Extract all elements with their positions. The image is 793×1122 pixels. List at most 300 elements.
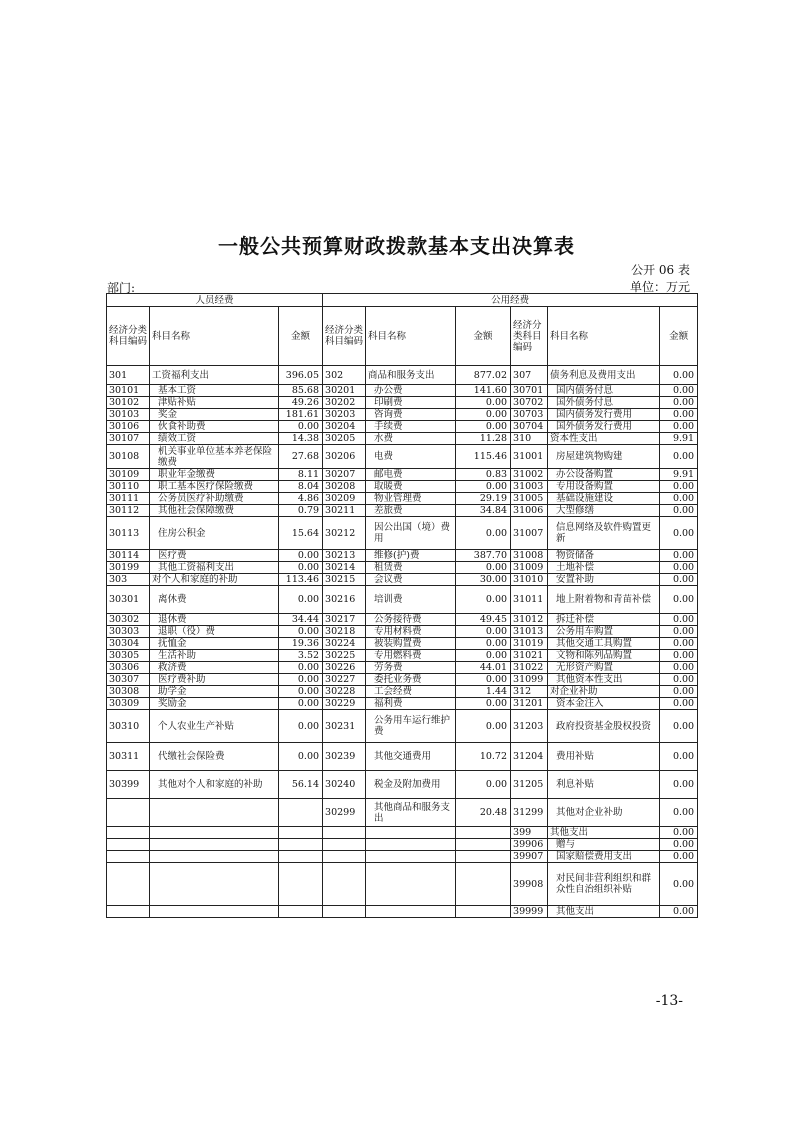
name-cell: 伙食补助费 bbox=[150, 421, 279, 433]
name-cell: 国内债务付息 bbox=[548, 385, 660, 397]
code-cell: 31204 bbox=[511, 743, 548, 771]
table-row bbox=[107, 771, 698, 799]
name-cell: 其他商品和服务支出 bbox=[366, 799, 456, 827]
amount-cell bbox=[456, 863, 511, 906]
name-cell: 其他工资福利支出 bbox=[150, 562, 279, 574]
name-cell: 差旅费 bbox=[366, 505, 456, 517]
code-cell: 30240 bbox=[323, 771, 366, 799]
amount-cell: 9.91 bbox=[660, 433, 698, 445]
amount-cell bbox=[279, 863, 323, 906]
form-number: 公开 06 表 bbox=[631, 263, 690, 277]
name-cell: 助学金 bbox=[150, 686, 279, 698]
code-cell: 30307 bbox=[107, 674, 150, 686]
name-cell: 对企业补助 bbox=[548, 686, 660, 698]
code-cell: 30212 bbox=[323, 517, 366, 550]
name-cell bbox=[150, 839, 279, 851]
name-cell: 地上附着物和青苗补偿 bbox=[548, 586, 660, 614]
table-row bbox=[107, 710, 698, 743]
name-cell: 住房公积金 bbox=[150, 517, 279, 550]
name-cell: 专用设备购置 bbox=[548, 481, 660, 493]
name-header: 科目名称 bbox=[150, 307, 279, 366]
amount-cell: 0.00 bbox=[660, 397, 698, 409]
name-cell: 水费 bbox=[366, 433, 456, 445]
code-cell: 30311 bbox=[107, 743, 150, 771]
amount-cell: 0.00 bbox=[456, 626, 511, 638]
name-cell bbox=[150, 827, 279, 839]
name-cell bbox=[366, 827, 456, 839]
code-cell: 30229 bbox=[323, 698, 366, 710]
code-cell: 30109 bbox=[107, 469, 150, 481]
code-cell: 30203 bbox=[323, 409, 366, 421]
code-cell: 30102 bbox=[107, 397, 150, 409]
name-cell: 其他支出 bbox=[548, 906, 660, 918]
name-cell: 其他交通费用 bbox=[366, 743, 456, 771]
amount-header: 金额 bbox=[660, 307, 698, 366]
table-row bbox=[107, 550, 698, 562]
amount-cell: 29.19 bbox=[456, 493, 511, 505]
page-title: 一般公共预算财政拨款基本支出决算表 bbox=[218, 234, 575, 258]
name-cell: 对民间非营利组织和群众性自治组织补贴 bbox=[548, 863, 660, 906]
code-cell bbox=[323, 863, 366, 906]
table-row bbox=[107, 397, 698, 409]
code-cell: 31006 bbox=[511, 505, 548, 517]
code-cell: 30306 bbox=[107, 662, 150, 674]
amount-cell: 27.68 bbox=[279, 445, 323, 469]
name-cell: 医疗费 bbox=[150, 550, 279, 562]
amount-cell: 141.60 bbox=[456, 385, 511, 397]
amount-cell: 0.00 bbox=[660, 366, 698, 385]
code-cell: 30218 bbox=[323, 626, 366, 638]
code-cell: 31011 bbox=[511, 586, 548, 614]
name-cell bbox=[150, 851, 279, 863]
amount-cell: 0.00 bbox=[456, 397, 511, 409]
code-header: 经济分类科目编码 bbox=[323, 307, 366, 366]
amount-cell bbox=[279, 851, 323, 863]
name-cell: 专用材料费 bbox=[366, 626, 456, 638]
amount-cell bbox=[279, 799, 323, 827]
name-cell bbox=[150, 863, 279, 906]
name-cell: 工资福利支出 bbox=[150, 366, 279, 385]
code-cell: 30231 bbox=[323, 710, 366, 743]
amount-cell bbox=[456, 851, 511, 863]
code-cell bbox=[323, 839, 366, 851]
name-cell: 救济费 bbox=[150, 662, 279, 674]
amount-cell: 30.00 bbox=[456, 574, 511, 586]
amount-header: 金额 bbox=[279, 307, 323, 366]
amount-cell: 0.00 bbox=[279, 550, 323, 562]
name-cell: 电费 bbox=[366, 445, 456, 469]
table-row bbox=[107, 469, 698, 481]
code-cell: 30309 bbox=[107, 698, 150, 710]
name-cell: 职工基本医疗保险缴费 bbox=[150, 481, 279, 493]
name-cell: 房屋建筑物购建 bbox=[548, 445, 660, 469]
public-header: 公用经费 bbox=[323, 294, 698, 307]
name-cell: 资本性支出 bbox=[548, 433, 660, 445]
code-cell: 30701 bbox=[511, 385, 548, 397]
amount-cell: 19.36 bbox=[279, 638, 323, 650]
code-cell: 30205 bbox=[323, 433, 366, 445]
amount-cell: 113.46 bbox=[279, 574, 323, 586]
amount-cell: 115.46 bbox=[456, 445, 511, 469]
name-cell: 其他对个人和家庭的补助 bbox=[150, 771, 279, 799]
amount-cell: 0.00 bbox=[456, 481, 511, 493]
table-row bbox=[107, 366, 698, 385]
code-cell: 30310 bbox=[107, 710, 150, 743]
code-cell: 39907 bbox=[511, 851, 548, 863]
amount-cell: 9.91 bbox=[660, 469, 698, 481]
table-row bbox=[107, 799, 698, 827]
table-row bbox=[107, 505, 698, 517]
name-cell bbox=[366, 863, 456, 906]
amount-cell: 0.00 bbox=[660, 710, 698, 743]
code-cell: 303 bbox=[107, 574, 150, 586]
name-cell: 商品和服务支出 bbox=[366, 366, 456, 385]
code-cell: 30111 bbox=[107, 493, 150, 505]
name-cell bbox=[150, 906, 279, 918]
name-cell: 资本金注入 bbox=[548, 698, 660, 710]
amount-cell bbox=[456, 906, 511, 918]
code-cell: 30305 bbox=[107, 650, 150, 662]
amount-cell bbox=[456, 839, 511, 851]
amount-cell: 0.00 bbox=[660, 562, 698, 574]
name-cell: 公务员医疗补助缴费 bbox=[150, 493, 279, 505]
code-cell: 31013 bbox=[511, 626, 548, 638]
code-cell: 31299 bbox=[511, 799, 548, 827]
code-cell: 30215 bbox=[323, 574, 366, 586]
table-row bbox=[107, 433, 698, 445]
code-cell: 31021 bbox=[511, 650, 548, 662]
code-cell: 31003 bbox=[511, 481, 548, 493]
name-cell: 赠与 bbox=[548, 839, 660, 851]
name-cell: 公务接待费 bbox=[366, 614, 456, 626]
amount-cell: 0.00 bbox=[660, 743, 698, 771]
amount-cell bbox=[279, 839, 323, 851]
code-cell: 31001 bbox=[511, 445, 548, 469]
code-cell: 30206 bbox=[323, 445, 366, 469]
code-cell: 307 bbox=[511, 366, 548, 385]
table-row bbox=[107, 614, 698, 626]
amount-cell: 0.00 bbox=[456, 517, 511, 550]
amount-cell: 0.00 bbox=[660, 385, 698, 397]
amount-cell: 0.00 bbox=[660, 674, 698, 686]
code-cell: 30308 bbox=[107, 686, 150, 698]
code-cell: 30202 bbox=[323, 397, 366, 409]
amount-cell: 85.68 bbox=[279, 385, 323, 397]
name-cell: 劳务费 bbox=[366, 662, 456, 674]
amount-cell: 0.00 bbox=[456, 674, 511, 686]
amount-cell: 0.00 bbox=[660, 799, 698, 827]
name-cell: 津贴补贴 bbox=[150, 397, 279, 409]
amount-cell: 0.00 bbox=[279, 686, 323, 698]
code-cell: 31002 bbox=[511, 469, 548, 481]
table-row bbox=[107, 743, 698, 771]
amount-cell: 0.00 bbox=[660, 445, 698, 469]
code-cell: 30110 bbox=[107, 481, 150, 493]
code-cell bbox=[107, 863, 150, 906]
name-cell: 维修(护)费 bbox=[366, 550, 456, 562]
code-cell: 30216 bbox=[323, 586, 366, 614]
amount-cell: 387.70 bbox=[456, 550, 511, 562]
code-cell: 30304 bbox=[107, 638, 150, 650]
amount-cell: 0.00 bbox=[279, 743, 323, 771]
name-cell: 代缴社会保险费 bbox=[150, 743, 279, 771]
name-cell: 取暖费 bbox=[366, 481, 456, 493]
amount-cell: 0.00 bbox=[660, 650, 698, 662]
amount-cell: 0.00 bbox=[279, 698, 323, 710]
name-cell: 退休费 bbox=[150, 614, 279, 626]
code-cell: 31010 bbox=[511, 574, 548, 586]
code-cell: 30113 bbox=[107, 517, 150, 550]
table-row bbox=[107, 698, 698, 710]
table-row bbox=[107, 839, 698, 851]
name-cell: 费用补贴 bbox=[548, 743, 660, 771]
name-cell: 债务利息及费用支出 bbox=[548, 366, 660, 385]
table-row bbox=[107, 409, 698, 421]
table-row bbox=[107, 385, 698, 397]
amount-cell: 34.44 bbox=[279, 614, 323, 626]
name-cell: 国外债务发行费用 bbox=[548, 421, 660, 433]
page-number: -13- bbox=[655, 993, 683, 1009]
table-row bbox=[107, 674, 698, 686]
code-cell: 302 bbox=[323, 366, 366, 385]
name-cell: 对个人和家庭的补助 bbox=[150, 574, 279, 586]
amount-cell: 3.52 bbox=[279, 650, 323, 662]
code-cell: 30224 bbox=[323, 638, 366, 650]
amount-cell: 0.00 bbox=[660, 906, 698, 918]
name-cell bbox=[150, 799, 279, 827]
name-cell: 机关事业单位基本养老保险缴费 bbox=[150, 445, 279, 469]
code-cell: 30213 bbox=[323, 550, 366, 562]
name-cell: 信息网络及软件购置更新 bbox=[548, 517, 660, 550]
code-cell: 30208 bbox=[323, 481, 366, 493]
amount-cell: 0.00 bbox=[456, 638, 511, 650]
table-row bbox=[107, 863, 698, 906]
amount-cell: 0.00 bbox=[660, 698, 698, 710]
code-cell: 39908 bbox=[511, 863, 548, 906]
code-cell: 30703 bbox=[511, 409, 548, 421]
code-cell: 30211 bbox=[323, 505, 366, 517]
amount-cell: 0.00 bbox=[660, 662, 698, 674]
code-cell: 30199 bbox=[107, 562, 150, 574]
amount-cell: 0.00 bbox=[660, 827, 698, 839]
name-cell: 政府投资基金股权投资 bbox=[548, 710, 660, 743]
amount-cell: 0.79 bbox=[279, 505, 323, 517]
name-cell: 因公出国（境）费用 bbox=[366, 517, 456, 550]
code-cell: 30217 bbox=[323, 614, 366, 626]
amount-cell: 0.00 bbox=[660, 493, 698, 505]
code-cell: 31205 bbox=[511, 771, 548, 799]
name-cell: 国内债务发行费用 bbox=[548, 409, 660, 421]
amount-cell: 0.00 bbox=[660, 839, 698, 851]
amount-cell: 0.00 bbox=[660, 481, 698, 493]
amount-header: 金额 bbox=[456, 307, 511, 366]
code-cell: 31005 bbox=[511, 493, 548, 505]
table-row bbox=[107, 686, 698, 698]
name-cell: 公务用车运行维护费 bbox=[366, 710, 456, 743]
code-cell: 31009 bbox=[511, 562, 548, 574]
code-cell: 30103 bbox=[107, 409, 150, 421]
name-cell: 被装购置费 bbox=[366, 638, 456, 650]
amount-cell: 0.00 bbox=[660, 626, 698, 638]
amount-cell: 0.00 bbox=[660, 614, 698, 626]
amount-cell: 11.28 bbox=[456, 433, 511, 445]
code-cell: 30114 bbox=[107, 550, 150, 562]
amount-cell: 0.00 bbox=[660, 851, 698, 863]
name-cell: 离休费 bbox=[150, 586, 279, 614]
table-row bbox=[107, 481, 698, 493]
code-cell: 30302 bbox=[107, 614, 150, 626]
table-row bbox=[107, 626, 698, 638]
amount-cell: 0.00 bbox=[660, 863, 698, 906]
code-cell: 31019 bbox=[511, 638, 548, 650]
code-cell: 30106 bbox=[107, 421, 150, 433]
name-cell: 奖励金 bbox=[150, 698, 279, 710]
name-cell: 国外债务付息 bbox=[548, 397, 660, 409]
name-cell: 公务用车购置 bbox=[548, 626, 660, 638]
code-cell bbox=[323, 827, 366, 839]
amount-cell: 44.01 bbox=[456, 662, 511, 674]
name-cell: 咨询费 bbox=[366, 409, 456, 421]
code-cell bbox=[107, 827, 150, 839]
amount-cell: 56.14 bbox=[279, 771, 323, 799]
name-cell: 奖金 bbox=[150, 409, 279, 421]
amount-cell: 0.83 bbox=[456, 469, 511, 481]
name-cell: 个人农业生产补贴 bbox=[150, 710, 279, 743]
amount-cell: 0.00 bbox=[456, 409, 511, 421]
name-cell: 其他支出 bbox=[548, 827, 660, 839]
amount-cell: 0.00 bbox=[456, 421, 511, 433]
code-cell: 30227 bbox=[323, 674, 366, 686]
name-cell: 会议费 bbox=[366, 574, 456, 586]
code-cell: 31007 bbox=[511, 517, 548, 550]
code-cell: 30207 bbox=[323, 469, 366, 481]
amount-cell: 0.00 bbox=[660, 421, 698, 433]
name-cell: 物业管理费 bbox=[366, 493, 456, 505]
amount-cell: 0.00 bbox=[279, 674, 323, 686]
amount-cell: 0.00 bbox=[456, 698, 511, 710]
table-row bbox=[107, 493, 698, 505]
amount-cell: 877.02 bbox=[456, 366, 511, 385]
table-row bbox=[107, 517, 698, 550]
department-label: 部门: bbox=[107, 281, 136, 295]
amount-cell bbox=[279, 827, 323, 839]
code-cell: 301 bbox=[107, 366, 150, 385]
name-header: 科目名称 bbox=[366, 307, 456, 366]
amount-cell: 0.00 bbox=[660, 409, 698, 421]
amount-cell: 0.00 bbox=[279, 662, 323, 674]
code-cell: 30204 bbox=[323, 421, 366, 433]
table-row bbox=[107, 586, 698, 614]
code-cell bbox=[323, 851, 366, 863]
code-cell: 30702 bbox=[511, 397, 548, 409]
table-row bbox=[107, 421, 698, 433]
name-cell: 文物和陈列品购置 bbox=[548, 650, 660, 662]
amount-cell: 396.05 bbox=[279, 366, 323, 385]
name-cell: 邮电费 bbox=[366, 469, 456, 481]
amount-cell: 0.00 bbox=[279, 626, 323, 638]
amount-cell: 0.00 bbox=[279, 586, 323, 614]
name-cell: 其他对企业补助 bbox=[548, 799, 660, 827]
code-cell: 30214 bbox=[323, 562, 366, 574]
code-cell: 30299 bbox=[323, 799, 366, 827]
code-cell: 30704 bbox=[511, 421, 548, 433]
table-row bbox=[107, 445, 698, 469]
name-cell: 基础设施建设 bbox=[548, 493, 660, 505]
table-row bbox=[107, 851, 698, 863]
amount-cell: 0.00 bbox=[456, 710, 511, 743]
code-cell bbox=[107, 839, 150, 851]
name-cell: 绩效工资 bbox=[150, 433, 279, 445]
table-row bbox=[107, 662, 698, 674]
name-cell bbox=[366, 851, 456, 863]
amount-cell: 0.00 bbox=[660, 686, 698, 698]
name-cell: 其他社会保障缴费 bbox=[150, 505, 279, 517]
table-row bbox=[107, 650, 698, 662]
name-cell: 拆迁补偿 bbox=[548, 614, 660, 626]
amount-cell: 0.00 bbox=[456, 586, 511, 614]
amount-cell bbox=[456, 827, 511, 839]
amount-cell: 49.26 bbox=[279, 397, 323, 409]
name-cell: 退职（役）费 bbox=[150, 626, 279, 638]
code-cell: 399 bbox=[511, 827, 548, 839]
amount-cell: 10.72 bbox=[456, 743, 511, 771]
table-row bbox=[107, 562, 698, 574]
code-cell bbox=[107, 851, 150, 863]
code-cell: 30228 bbox=[323, 686, 366, 698]
amount-cell: 181.61 bbox=[279, 409, 323, 421]
name-cell: 利息补贴 bbox=[548, 771, 660, 799]
amount-cell: 49.45 bbox=[456, 614, 511, 626]
code-cell: 30239 bbox=[323, 743, 366, 771]
amount-cell: 0.00 bbox=[456, 562, 511, 574]
amount-cell: 14.38 bbox=[279, 433, 323, 445]
name-cell: 其他交通工具购置 bbox=[548, 638, 660, 650]
amount-cell: 0.00 bbox=[660, 550, 698, 562]
amount-cell: 8.04 bbox=[279, 481, 323, 493]
amount-cell: 0.00 bbox=[456, 771, 511, 799]
name-cell: 工会经费 bbox=[366, 686, 456, 698]
name-cell: 物资储备 bbox=[548, 550, 660, 562]
name-cell: 土地补偿 bbox=[548, 562, 660, 574]
amount-cell: 1.44 bbox=[456, 686, 511, 698]
amount-cell: 4.86 bbox=[279, 493, 323, 505]
amount-cell: 0.00 bbox=[279, 562, 323, 574]
name-cell: 安置补助 bbox=[548, 574, 660, 586]
name-cell bbox=[366, 906, 456, 918]
name-cell: 委托业务费 bbox=[366, 674, 456, 686]
name-cell: 专用燃料费 bbox=[366, 650, 456, 662]
code-cell bbox=[107, 799, 150, 827]
budget-table bbox=[106, 293, 698, 918]
name-cell: 国家赔偿费用支出 bbox=[548, 851, 660, 863]
code-cell: 31203 bbox=[511, 710, 548, 743]
name-header: 科目名称 bbox=[548, 307, 660, 366]
code-cell bbox=[107, 906, 150, 918]
name-cell: 生活补助 bbox=[150, 650, 279, 662]
code-cell: 31022 bbox=[511, 662, 548, 674]
amount-cell: 15.64 bbox=[279, 517, 323, 550]
code-header: 经济分类科目编码 bbox=[511, 307, 548, 366]
amount-cell: 0.00 bbox=[456, 650, 511, 662]
table-row bbox=[107, 638, 698, 650]
code-cell: 30226 bbox=[323, 662, 366, 674]
amount-cell: 34.84 bbox=[456, 505, 511, 517]
name-cell: 税金及附加费用 bbox=[366, 771, 456, 799]
table-body bbox=[107, 366, 698, 918]
name-cell bbox=[366, 839, 456, 851]
code-cell: 31099 bbox=[511, 674, 548, 686]
table-row bbox=[107, 827, 698, 839]
